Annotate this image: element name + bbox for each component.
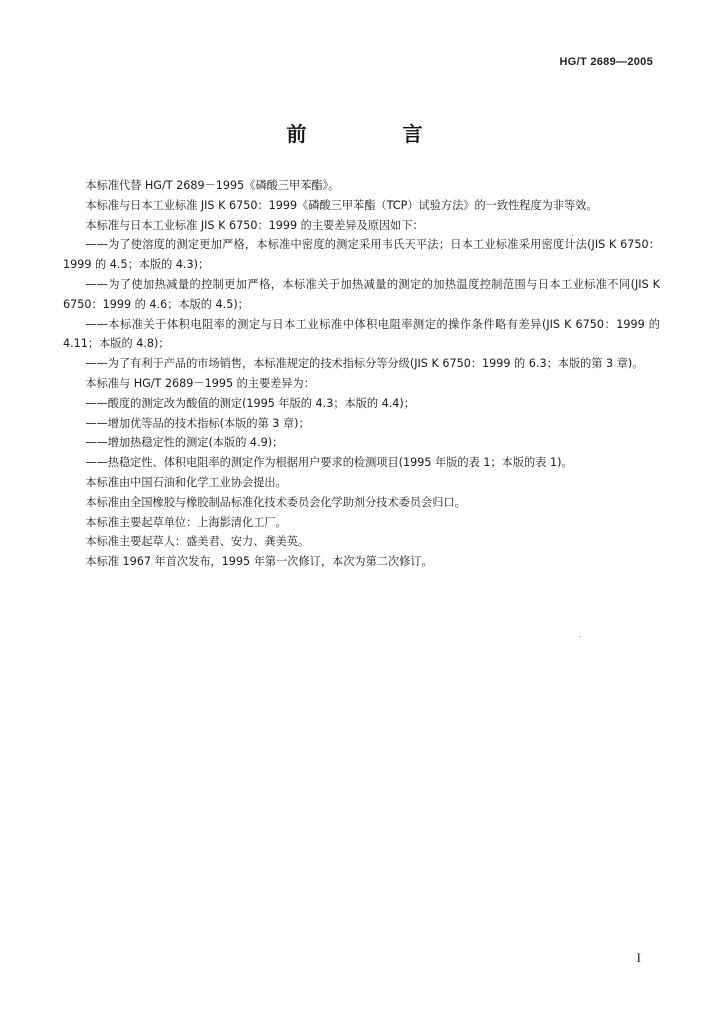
scan-speck: [579, 636, 581, 637]
foreword-body: [63, 176, 660, 572]
paragraph: 本标准与日本工业标准 JIS K 6750：1999 的主要差异及原因如下：: [85, 218, 424, 232]
paragraph: ——为了使溶度的测定更加严格，本标准中密度的测定采用韦氏天平法；日本工业标准采用密度计法(JIS K 6750：1999 的 4.5；本版的 4.3)；: [63, 238, 660, 272]
paragraph: ——为了有利于产品的市场销售，本标准规定的技术指标分等分级(JIS K 6750：1999 的 6.3；本版的第 3 章)。: [85, 357, 644, 371]
paragraph: 本标准 1967 年首次发布，1995 年第一次修订，本次为第二次修订。: [85, 555, 433, 569]
standard-code-header: HG/T 2689—2005: [559, 56, 653, 68]
paragraph: 本标准代替 HG/T 2689－1995《磷酸三甲苯酯》。: [85, 179, 340, 192]
paragraph: 本标准主要起草单位：上海影清化工厂。: [85, 515, 287, 529]
paragraph: ——酸度的测定改为酸值的测定(1995 年版的 4.3；本版的 4.4)；: [85, 396, 415, 410]
paragraph: 本标准与日本工业标准 JIS K 6750：1999《磷酸三甲苯酯（TCP）试验方法》的一致性程度为非等效。: [85, 198, 598, 212]
paragraph: ——增加热稳定性的测定(本版的 4.9)；: [85, 436, 284, 450]
paragraph: 本标准由中国石油和化学工业协会提出。: [85, 475, 287, 489]
page-title: 前 言: [286, 122, 461, 146]
paragraph: 本标准由全国橡胶与橡胶制品标准化技术委员会化学助剂分技术委员会归口。: [85, 495, 466, 509]
paragraph: 本标准与 HG/T 2689－1995 的主要差异为：: [85, 376, 315, 390]
paragraph: ——为了使加热减量的控制更加严格，本标准关于加热减量的测定的加热温度控制范围与日本工业标准不同(JIS K 6750：1999 的 4.6；本版的 4.5)；: [63, 277, 660, 311]
paragraph: ——增加优等品的技术指标(本版的第 3 章)；: [85, 416, 310, 430]
paragraph: 本标准主要起草人：盛美君、安力、龚美英。: [85, 535, 310, 549]
page-number: I: [636, 950, 641, 965]
paragraph: ——热稳定性、体积电阻率的测定作为根据用户要求的检测项目(1995 年版的表 1；本版的表 1)。: [85, 456, 573, 470]
scan-speck: [572, 235, 574, 236]
paragraph: ——本标准关于体积电阻率的测定与日本工业标准中体积电阻率测定的操作条件略有差异(JIS K 6750：1999 的 4.11；本版的 4.8)；: [63, 317, 660, 351]
